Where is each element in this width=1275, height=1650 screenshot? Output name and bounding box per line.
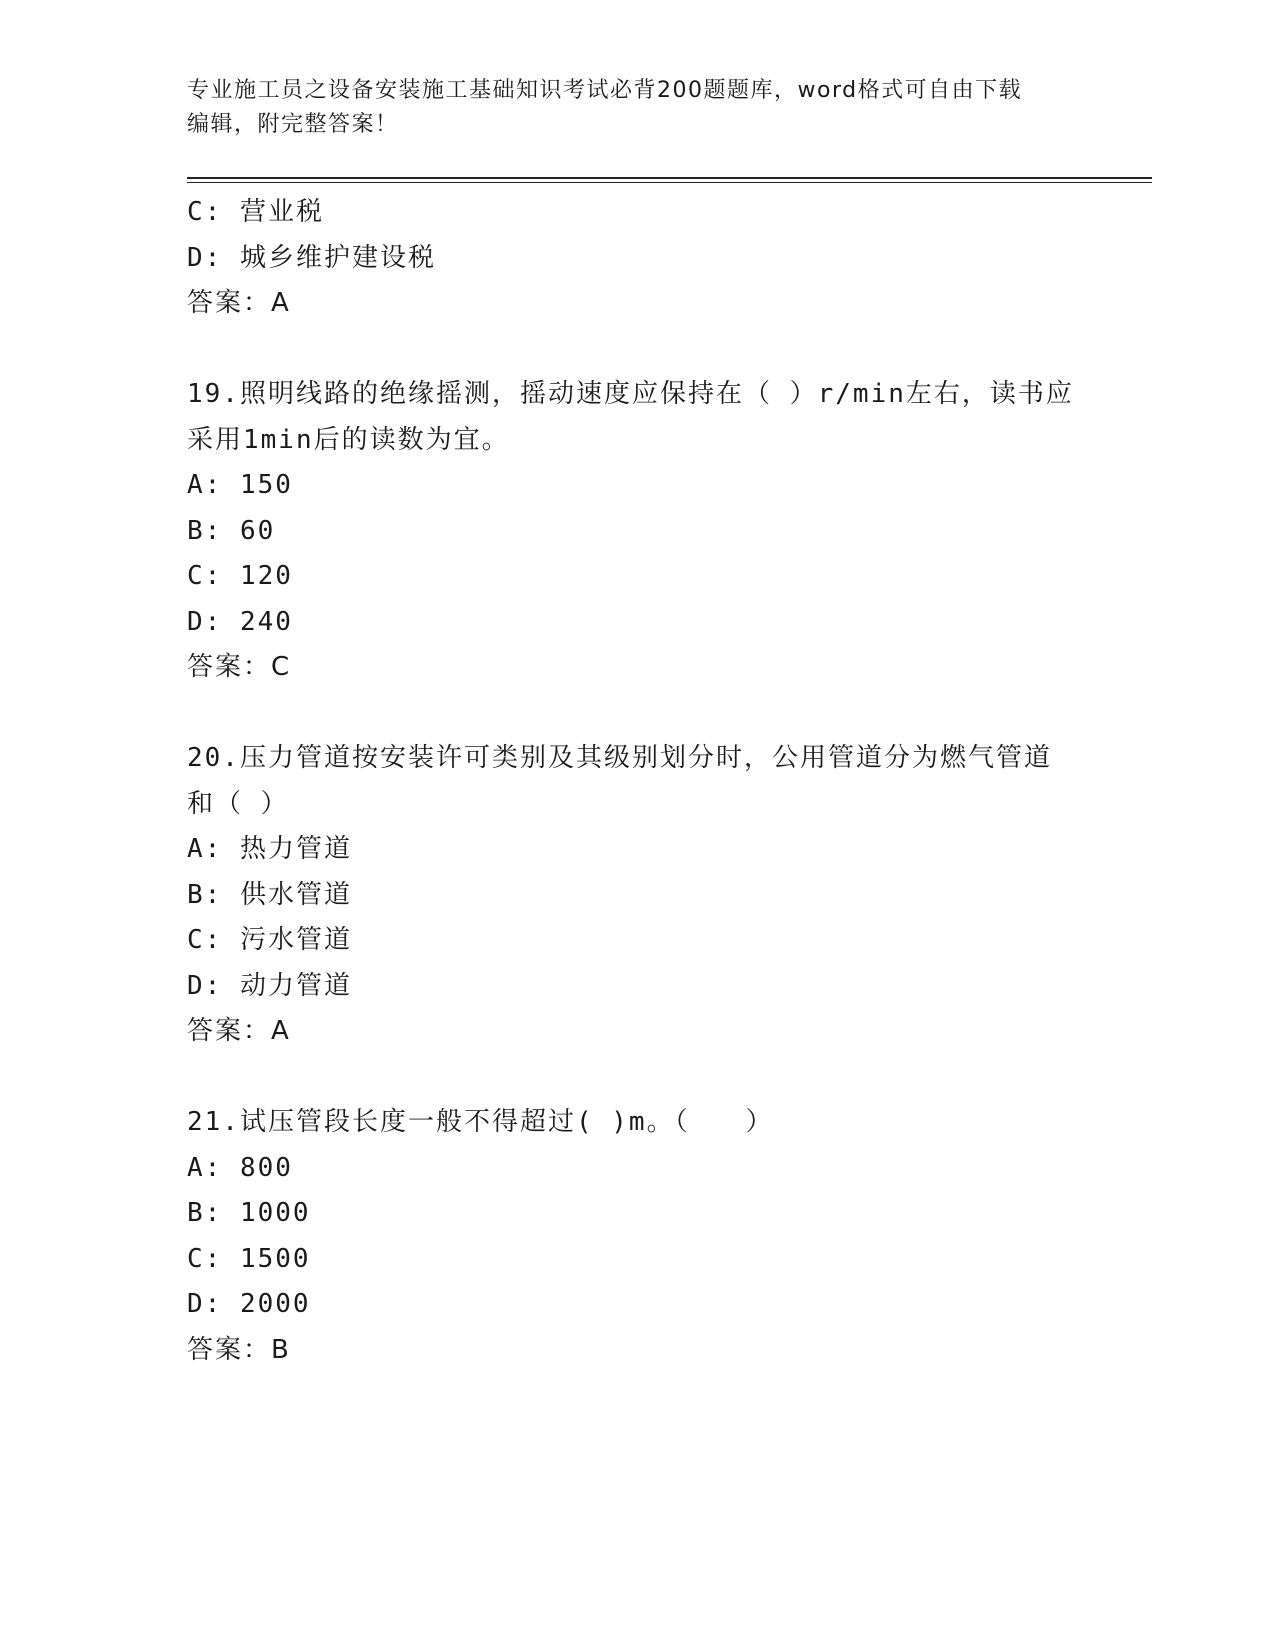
header-divider-thick bbox=[187, 177, 1152, 179]
answer-line: 答案：A bbox=[187, 1016, 291, 1046]
question-text-line-2: 采用1min后的读数为宜。 bbox=[187, 424, 510, 455]
question-list bbox=[187, 190, 1087, 1373]
question-21 bbox=[187, 1100, 1087, 1373]
question-text-line-1: 21.试压管段长度一般不得超过( )m。（ ） bbox=[187, 1107, 774, 1137]
question-text-line-2: 和（ ） bbox=[187, 788, 289, 819]
option-c: C: 污水管道 bbox=[187, 925, 352, 955]
header-title-line-2: 编辑，附完整答案！ bbox=[187, 112, 399, 137]
header-divider-thin bbox=[187, 182, 1152, 183]
answer-line: 答案：C bbox=[187, 652, 292, 682]
spacer bbox=[187, 691, 1087, 737]
option-d: D: 城乡维护建设税 bbox=[187, 242, 436, 273]
document-header bbox=[187, 74, 1087, 142]
header-title-line-1: 专业施工员之设备安装施工基础知识考试必背200题题库，word格式可自由下载 bbox=[187, 78, 1023, 103]
option-d: D: 动力管道 bbox=[187, 970, 352, 1001]
option-c: C: 营业税 bbox=[187, 197, 324, 227]
option-c: C: 120 bbox=[187, 561, 293, 591]
spacer bbox=[187, 327, 1087, 373]
option-a: A: 150 bbox=[187, 470, 293, 500]
option-b: B: 60 bbox=[187, 515, 276, 546]
question-19 bbox=[187, 372, 1087, 691]
question-18-tail bbox=[187, 190, 1087, 327]
spacer bbox=[187, 1055, 1087, 1101]
question-text-line-1: 19.照明线路的绝缘摇测，摇动速度应保持在（ ）r/min左右，读书应 bbox=[187, 379, 1074, 409]
option-b: B: 供水管道 bbox=[187, 879, 352, 910]
option-c: C: 1500 bbox=[187, 1243, 311, 1274]
option-a: A: 800 bbox=[187, 1152, 293, 1183]
option-d: D: 240 bbox=[187, 606, 293, 637]
option-a: A: 热力管道 bbox=[187, 834, 352, 864]
option-d: D: 2000 bbox=[187, 1289, 311, 1319]
question-text-line-1: 20.压力管道按安装许可类别及其级别划分时，公用管道分为燃气管道 bbox=[187, 743, 1052, 773]
option-b: B: 1000 bbox=[187, 1198, 311, 1228]
answer-line: 答案：B bbox=[187, 1334, 291, 1365]
question-20 bbox=[187, 736, 1087, 1055]
answer-line: 答案：A bbox=[187, 288, 291, 318]
